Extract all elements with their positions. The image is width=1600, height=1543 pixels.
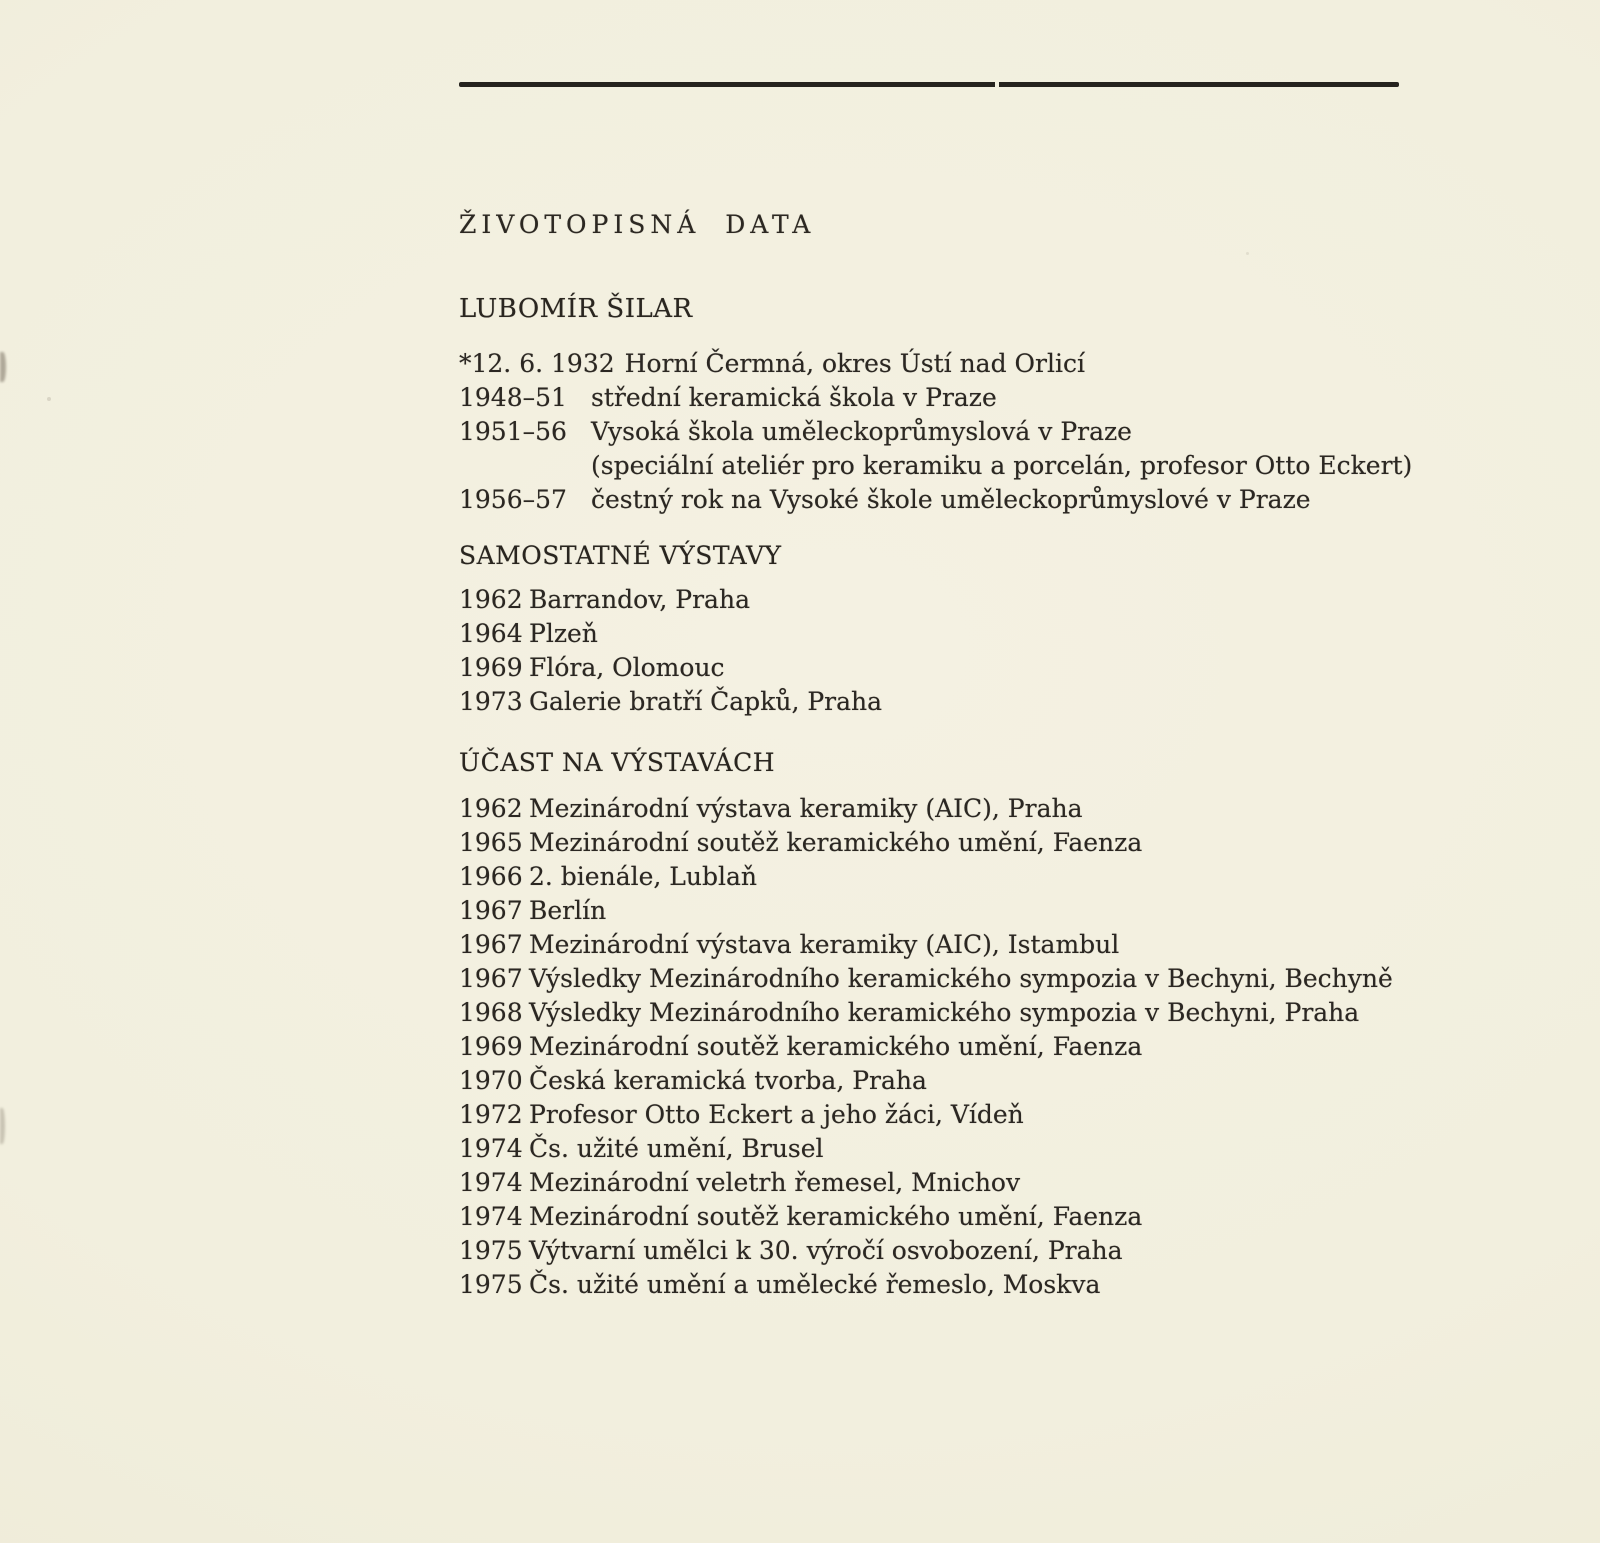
- bio-text: (speciální ateliér pro keramiku a porcelán, profesor Otto Eckert): [591, 451, 1413, 480]
- exhibition-text: Mezinárodní veletrh řemesel, Mnichov: [529, 1168, 1021, 1197]
- exhibition-year: 1965: [459, 828, 523, 857]
- exhibition-row: [459, 826, 1393, 860]
- top-horizontal-rule: [459, 82, 1399, 87]
- exhibition-row: [459, 962, 1393, 996]
- exhibition-row: [459, 792, 1393, 826]
- exhibition-row: [459, 685, 882, 719]
- bio-row: [459, 415, 1412, 449]
- exhibition-row: [459, 583, 882, 617]
- bio-year: *12. 6. 1932: [459, 349, 615, 378]
- exhibition-text: Plzeň: [529, 619, 598, 648]
- paper-speck: [47, 397, 51, 401]
- exhibition-year: 1972: [459, 1100, 523, 1129]
- exhibition-year: 1962: [459, 794, 523, 823]
- exhibition-row: [459, 1030, 1393, 1064]
- exhibition-row: [459, 894, 1393, 928]
- exhibition-year: 1970: [459, 1066, 523, 1095]
- exhibition-text: Barrandov, Praha: [529, 585, 750, 614]
- exhibition-text: Galerie bratří Čapků, Praha: [529, 687, 883, 716]
- exhibition-year: 1974: [459, 1134, 523, 1163]
- exhibition-text: Výsledky Mezinárodního keramického sympozia v Bechyni, Praha: [529, 998, 1360, 1027]
- bio-year: 1948–51: [459, 383, 567, 412]
- exhibition-year: 1975: [459, 1270, 523, 1299]
- exhibition-year: 1973: [459, 687, 523, 716]
- exhibition-row: [459, 860, 1393, 894]
- exhibition-year: 1967: [459, 964, 523, 993]
- bio-row: [459, 483, 1412, 517]
- exhibition-row: [459, 1064, 1393, 1098]
- exhibition-text: Flóra, Olomouc: [529, 653, 725, 682]
- exhibition-row: [459, 1200, 1393, 1234]
- exhibition-row: [459, 1268, 1393, 1302]
- bio-text: střední keramická škola v Praze: [591, 383, 997, 412]
- exhibition-text: 2. bienále, Lublaň: [529, 862, 757, 891]
- exhibition-year: 1967: [459, 896, 523, 925]
- bio-year: 1951–56: [459, 417, 567, 446]
- bio-text: Horní Čermná, okres Ústí nad Orlicí: [624, 349, 1085, 378]
- bio-row: [459, 347, 1412, 381]
- exhibition-participation-list: [459, 792, 1393, 1302]
- exhibition-text: Čs. užité umění, Brusel: [529, 1134, 824, 1163]
- scan-edge-smudge: [0, 352, 6, 382]
- solo-exhibitions-list: [459, 583, 882, 719]
- exhibition-year: 1966: [459, 862, 523, 891]
- bio-list: [459, 347, 1412, 517]
- section-heading-solo-exhibitions: SAMOSTATNÉ VÝSTAVY: [459, 541, 782, 570]
- exhibition-row: [459, 1098, 1393, 1132]
- exhibition-text: Profesor Otto Eckert a jeho žáci, Vídeň: [529, 1100, 1024, 1129]
- exhibition-text: Výtvarní umělci k 30. výročí osvobození, Praha: [529, 1236, 1123, 1265]
- exhibition-text: Mezinárodní soutěž keramického umění, Faenza: [529, 1032, 1143, 1061]
- exhibition-year: 1964: [459, 619, 523, 648]
- bio-row: [459, 381, 1412, 415]
- exhibition-year: 1975: [459, 1236, 523, 1265]
- paper-speck: [1246, 252, 1249, 255]
- exhibition-row: [459, 1234, 1393, 1268]
- exhibition-text: Čs. užité umění a umělecké řemeslo, Moskva: [529, 1270, 1101, 1299]
- exhibition-year: 1962: [459, 585, 523, 614]
- exhibition-year: 1967: [459, 930, 523, 959]
- exhibition-row: [459, 617, 882, 651]
- page-title: ŽIVOTOPISNÁ DATA: [459, 210, 816, 239]
- exhibition-row: [459, 651, 882, 685]
- exhibition-year: 1974: [459, 1202, 523, 1231]
- exhibition-text: Mezinárodní výstava keramiky (AIC), Praha: [529, 794, 1083, 823]
- exhibition-row: [459, 1132, 1393, 1166]
- exhibition-text: Výsledky Mezinárodního keramického sympozia v Bechyni, Bechyně: [529, 964, 1393, 993]
- exhibition-text: Mezinárodní výstava keramiky (AIC), Istambul: [529, 930, 1120, 959]
- section-heading-exhibition-participation: ÚČAST NA VÝSTAVÁCH: [459, 748, 776, 777]
- artist-name: LUBOMÍR ŠILAR: [459, 294, 693, 324]
- exhibition-text: Mezinárodní soutěž keramického umění, Faenza: [529, 1202, 1143, 1231]
- exhibition-row: [459, 1166, 1393, 1200]
- bio-row: [459, 449, 1412, 483]
- bio-year: 1956–57: [459, 485, 567, 514]
- exhibition-year: 1969: [459, 1032, 523, 1061]
- exhibition-text: Mezinárodní soutěž keramického umění, Faenza: [529, 828, 1143, 857]
- exhibition-row: [459, 928, 1393, 962]
- scan-edge-smudge: [0, 1108, 5, 1144]
- bio-text: čestný rok na Vysoké škole uměleckoprůmyslové v Praze: [591, 485, 1311, 514]
- exhibition-text: Berlín: [529, 896, 607, 925]
- exhibition-text: Česká keramická tvorba, Praha: [529, 1066, 927, 1095]
- exhibition-year: 1969: [459, 653, 523, 682]
- bio-text: Vysoká škola uměleckoprůmyslová v Praze: [591, 417, 1132, 446]
- exhibition-year: 1968: [459, 998, 523, 1027]
- exhibition-year: 1974: [459, 1168, 523, 1197]
- exhibition-row: [459, 996, 1393, 1030]
